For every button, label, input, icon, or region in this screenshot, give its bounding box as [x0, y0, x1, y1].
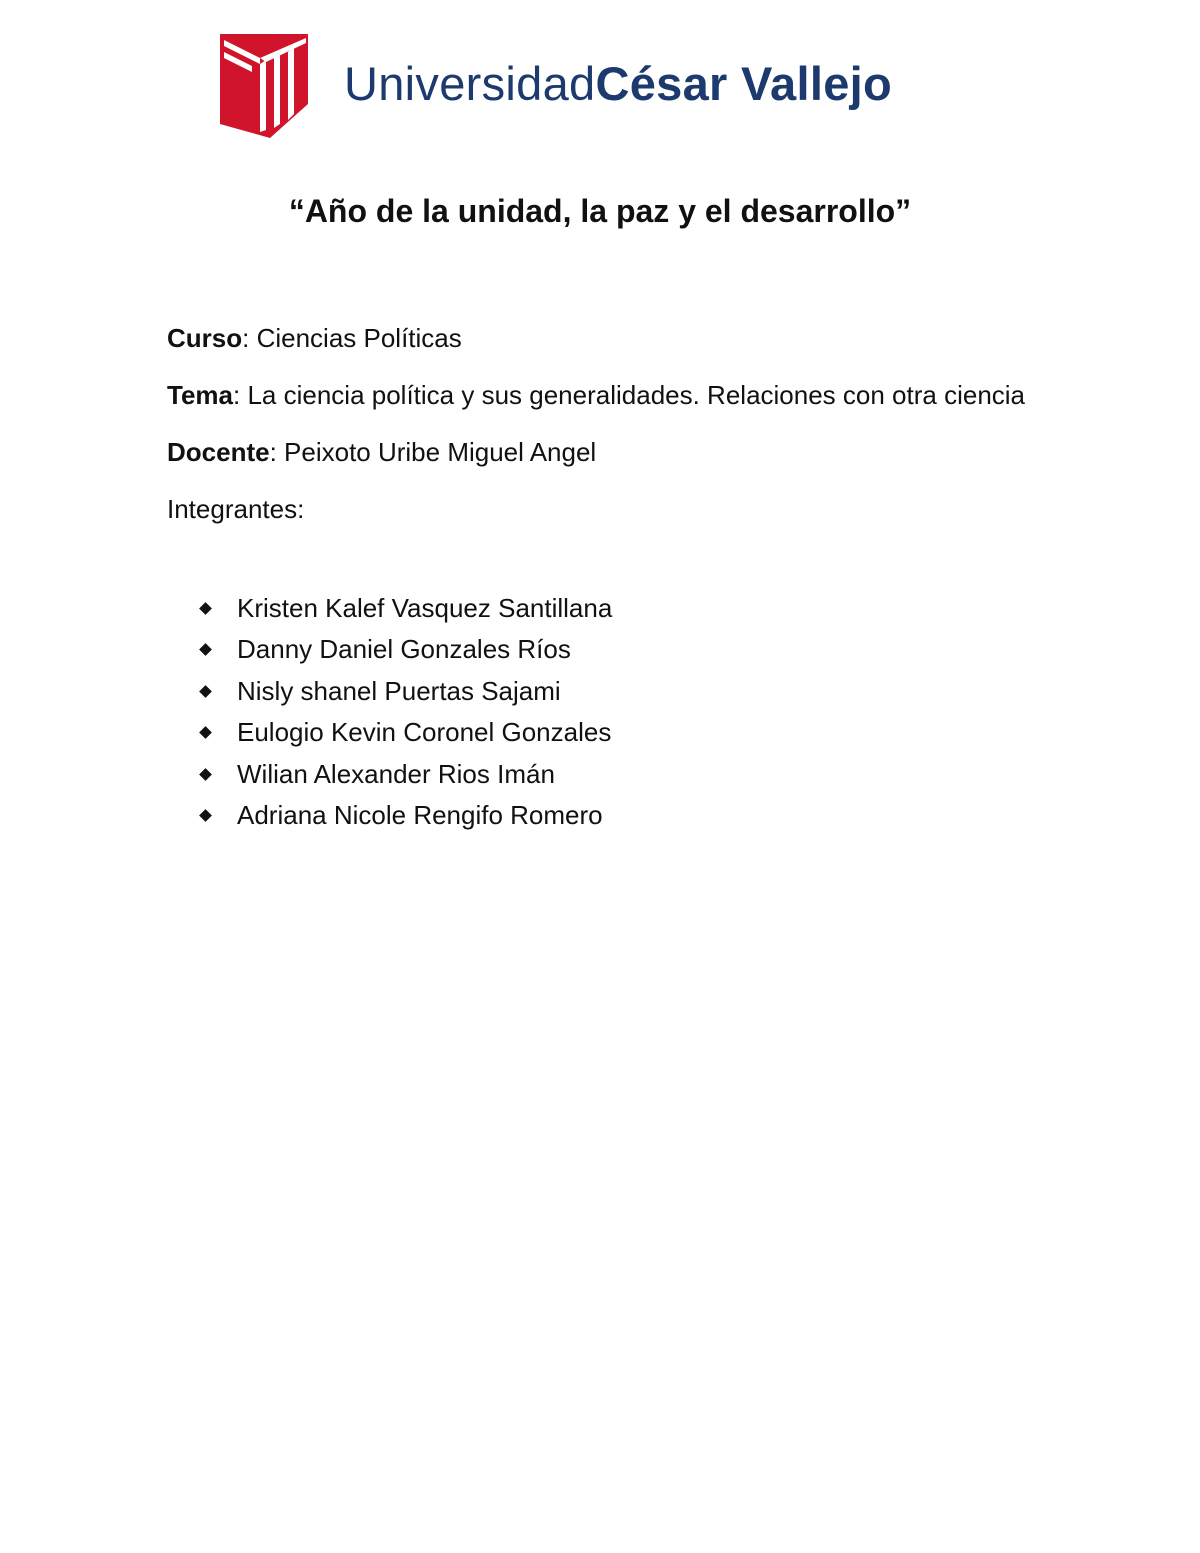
- university-header: [220, 34, 892, 138]
- bullet-icon: [199, 726, 212, 739]
- university-name: [344, 56, 893, 110]
- bullet-icon: [199, 602, 212, 615]
- bullet-icon: [199, 809, 212, 822]
- university-name-light: Universidad: [344, 56, 596, 110]
- member-name: Nisly shanel Puertas Sajami: [237, 675, 561, 706]
- tema-value: : La ciencia política y sus generalidades. Relaciones con otra ciencia: [233, 380, 1026, 410]
- list-item: [167, 795, 1027, 836]
- member-name: Danny Daniel Gonzales Ríos: [237, 634, 571, 665]
- member-name: Wilian Alexander Rios Imán: [237, 758, 555, 789]
- tema-label: Tema: [167, 380, 233, 410]
- docente-label: Docente: [167, 437, 270, 467]
- university-name-bold: César Vallejo: [595, 56, 893, 110]
- integrantes-label: Integrantes:: [167, 494, 305, 524]
- list-item: [167, 629, 1027, 670]
- course-info: [167, 318, 1027, 546]
- member-name: Eulogio Kevin Coronel Gonzales: [237, 717, 612, 748]
- bullet-icon: [199, 768, 212, 781]
- members-list: [167, 588, 1027, 836]
- list-item: [167, 588, 1027, 629]
- member-name: Adriana Nicole Rengifo Romero: [237, 799, 603, 830]
- curso-value: : Ciencias Políticas: [242, 323, 462, 353]
- list-item: [167, 671, 1027, 712]
- docente-value: : Peixoto Uribe Miguel Angel: [269, 437, 597, 467]
- bullet-icon: [199, 685, 212, 698]
- docente-line: [167, 432, 1027, 472]
- university-shield-logo: [220, 34, 310, 138]
- bullet-icon: [199, 644, 212, 657]
- tema-line: [167, 375, 1027, 415]
- list-item: [167, 712, 1027, 753]
- year-motto: “Año de la unidad, la paz y el desarrollo”: [288, 193, 912, 229]
- list-item: [167, 754, 1027, 795]
- curso-label: Curso: [167, 323, 243, 353]
- curso-line: [167, 318, 1027, 358]
- member-name: Kristen Kalef Vasquez Santillana: [237, 593, 613, 623]
